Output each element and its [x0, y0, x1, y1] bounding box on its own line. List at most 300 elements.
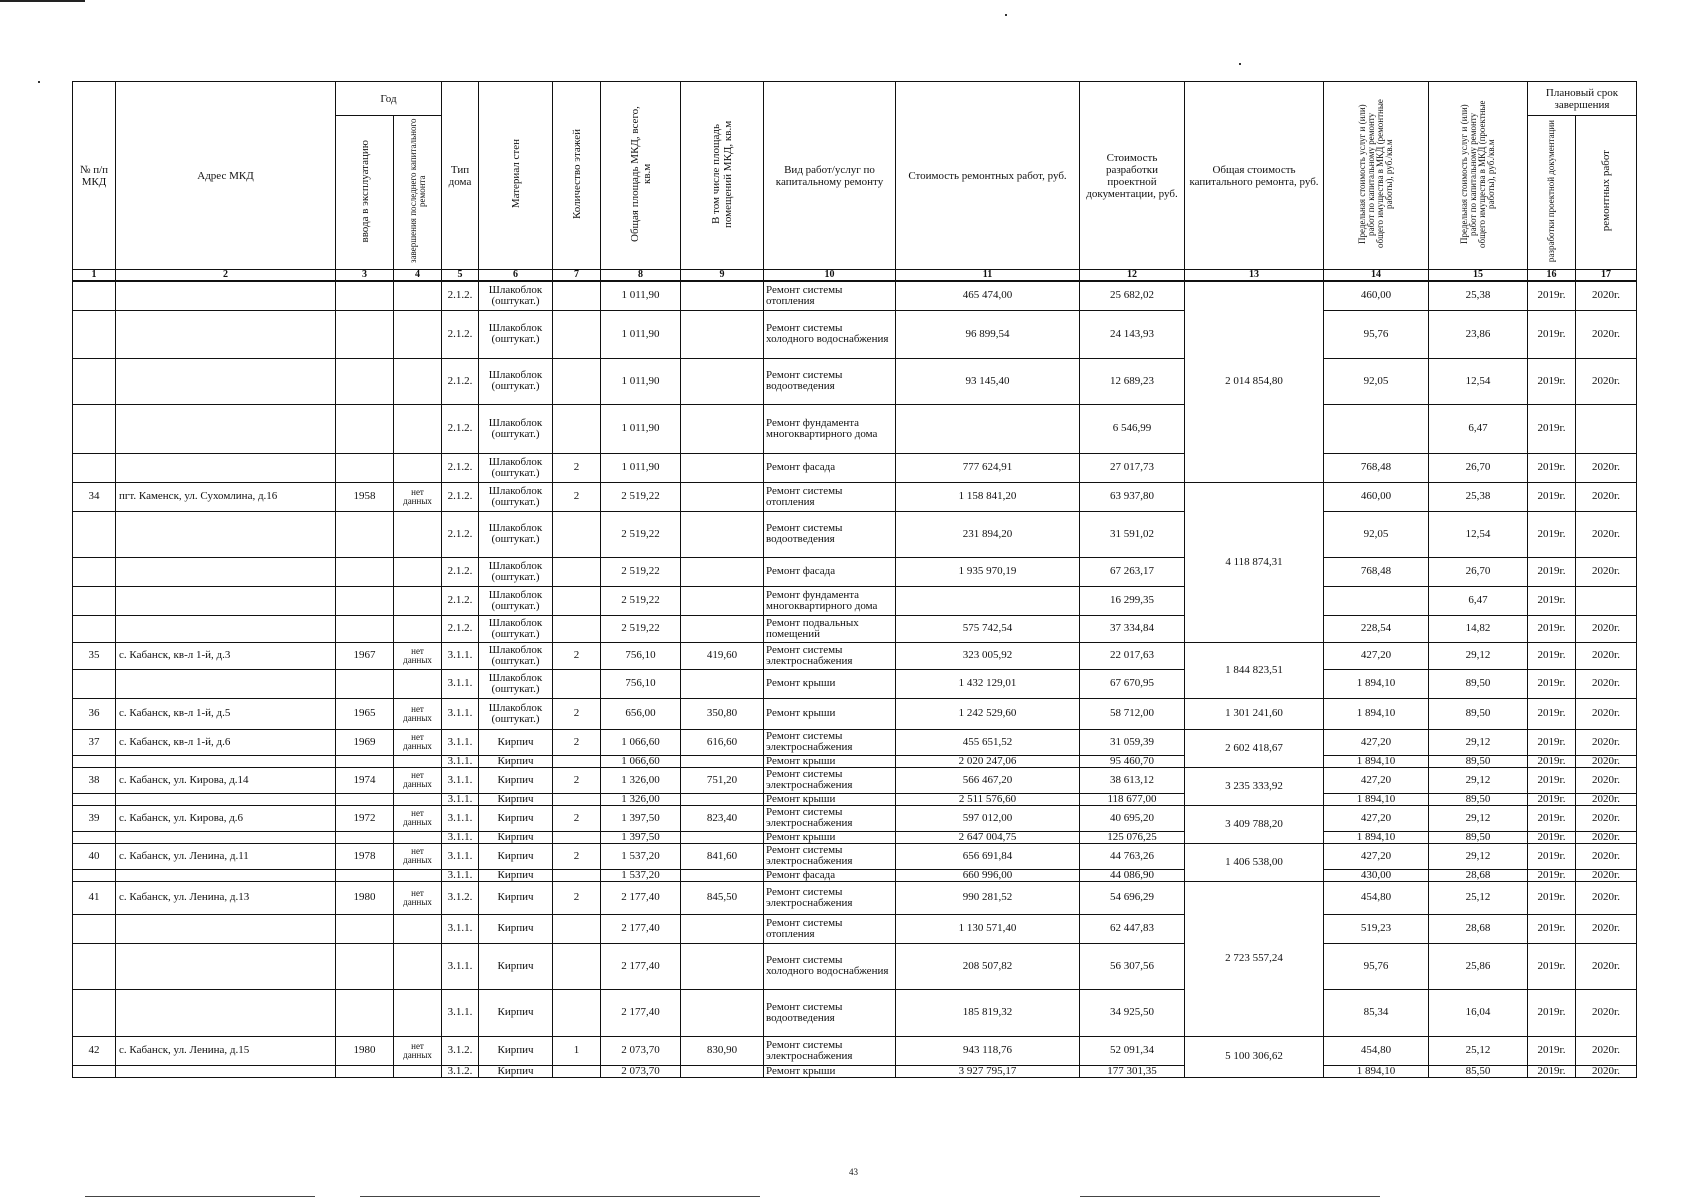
year-last-repair-cell — [394, 943, 442, 989]
deadline-repair-cell: 2020г. — [1576, 989, 1637, 1036]
deadline-design-cell: 2019г. — [1528, 615, 1576, 642]
repair-cost-cell — [896, 404, 1080, 453]
year-commission-cell — [336, 755, 394, 767]
floors-cell: 2 — [553, 843, 601, 869]
table-row — [73, 586, 1637, 615]
deadline-design-cell: 2019г. — [1528, 404, 1576, 453]
deadline-repair-cell: 2020г. — [1576, 729, 1637, 755]
year-last-repair-cell: нет данных — [394, 1036, 442, 1065]
total-area-cell: 1 326,00 — [601, 793, 681, 805]
house-type-cell: 3.1.1. — [442, 755, 479, 767]
address-cell: с. Кабанск, кв-л 1-й, д.5 — [116, 698, 336, 729]
premises-area-cell — [681, 557, 764, 586]
year-commission-cell — [336, 989, 394, 1036]
floors-cell — [553, 358, 601, 404]
row-number: 42 — [73, 1036, 116, 1065]
design-cost-cell: 24 143,93 — [1080, 310, 1185, 358]
wall-material-cell: Шлакоблок (оштукат.) — [479, 511, 553, 557]
floors-cell — [553, 914, 601, 943]
floors-cell — [553, 755, 601, 767]
limit-design-cell: 16,04 — [1429, 989, 1528, 1036]
deadline-design-cell: 2019г. — [1528, 1065, 1576, 1077]
work-type-cell: Ремонт крыши — [764, 831, 896, 843]
limit-repair-cell: 454,80 — [1324, 881, 1429, 914]
repair-cost-cell: 465 474,00 — [896, 281, 1080, 310]
floors-cell: 2 — [553, 482, 601, 511]
repair-cost-cell: 597 012,00 — [896, 805, 1080, 831]
table-row — [73, 453, 1637, 482]
design-cost-cell: 125 076,25 — [1080, 831, 1185, 843]
row-number — [73, 453, 116, 482]
table-row — [73, 404, 1637, 453]
address-cell — [116, 914, 336, 943]
scan-speck — [1239, 63, 1241, 65]
design-cost-cell: 34 925,50 — [1080, 989, 1185, 1036]
premises-area-cell: 830,90 — [681, 1036, 764, 1065]
column-number: 13 — [1185, 270, 1324, 282]
total-area-cell: 2 519,22 — [601, 482, 681, 511]
limit-repair-cell: 95,76 — [1324, 310, 1429, 358]
premises-area-cell: 350,80 — [681, 698, 764, 729]
header-total-area: Общая площадь МКД, всего, кв.м — [601, 82, 681, 270]
address-cell — [116, 669, 336, 698]
design-cost-cell: 16 299,35 — [1080, 586, 1185, 615]
year-commission-cell — [336, 586, 394, 615]
column-number: 7 — [553, 270, 601, 282]
year-last-repair-cell — [394, 358, 442, 404]
total-area-cell: 1 537,20 — [601, 843, 681, 869]
floors-cell: 2 — [553, 698, 601, 729]
limit-design-cell: 89,50 — [1429, 755, 1528, 767]
year-last-repair-cell: нет данных — [394, 843, 442, 869]
year-commission-cell — [336, 511, 394, 557]
work-type-cell: Ремонт системы отопления — [764, 482, 896, 511]
header-num: № п/п МКД — [73, 82, 116, 270]
limit-repair-cell: 427,20 — [1324, 843, 1429, 869]
table-row — [73, 793, 1637, 805]
work-type-cell: Ремонт системы отопления — [764, 914, 896, 943]
row-number — [73, 793, 116, 805]
limit-design-cell: 29,12 — [1429, 767, 1528, 793]
deadline-design-cell: 2019г. — [1528, 557, 1576, 586]
deadline-repair-cell: 2020г. — [1576, 642, 1637, 669]
deadline-design-cell: 2019г. — [1528, 881, 1576, 914]
repair-cost-cell: 2 647 004,75 — [896, 831, 1080, 843]
design-cost-cell: 44 086,90 — [1080, 869, 1185, 881]
house-type-cell: 3.1.1. — [442, 843, 479, 869]
limit-design-cell: 12,54 — [1429, 358, 1528, 404]
floors-cell — [553, 511, 601, 557]
design-cost-cell: 40 695,20 — [1080, 805, 1185, 831]
premises-area-cell: 616,60 — [681, 729, 764, 755]
limit-repair-cell: 228,54 — [1324, 615, 1429, 642]
deadline-repair-cell: 2020г. — [1576, 698, 1637, 729]
repair-cost-cell — [896, 586, 1080, 615]
row-number — [73, 557, 116, 586]
deadline-design-cell: 2019г. — [1528, 642, 1576, 669]
year-commission-cell: 1978 — [336, 843, 394, 869]
row-number: 35 — [73, 642, 116, 669]
deadline-design-cell: 2019г. — [1528, 310, 1576, 358]
total-area-cell: 756,10 — [601, 642, 681, 669]
wall-material-cell: Шлакоблок (оштукат.) — [479, 642, 553, 669]
house-type-cell: 3.1.1. — [442, 698, 479, 729]
year-last-repair-cell: нет данных — [394, 729, 442, 755]
house-type-cell: 2.1.2. — [442, 482, 479, 511]
column-number: 14 — [1324, 270, 1429, 282]
column-number: 1 — [73, 270, 116, 282]
deadline-repair-cell: 2020г. — [1576, 669, 1637, 698]
design-cost-cell: 27 017,73 — [1080, 453, 1185, 482]
limit-repair-cell: 768,48 — [1324, 557, 1429, 586]
house-type-cell: 2.1.2. — [442, 453, 479, 482]
design-cost-cell: 52 091,34 — [1080, 1036, 1185, 1065]
year-commission-cell — [336, 615, 394, 642]
total-cost-cell: 5 100 306,62 — [1185, 1036, 1324, 1077]
year-last-repair-cell — [394, 793, 442, 805]
repair-cost-cell: 208 507,82 — [896, 943, 1080, 989]
row-number: 39 — [73, 805, 116, 831]
deadline-repair-cell: 2020г. — [1576, 310, 1637, 358]
year-last-repair-cell — [394, 831, 442, 843]
design-cost-cell: 67 670,95 — [1080, 669, 1185, 698]
deadline-repair-cell: 2020г. — [1576, 755, 1637, 767]
repair-cost-cell: 1 935 970,19 — [896, 557, 1080, 586]
premises-area-cell — [681, 482, 764, 511]
repair-cost-cell: 2 511 576,60 — [896, 793, 1080, 805]
scan-edge-line — [1080, 1196, 1380, 1197]
floors-cell — [553, 404, 601, 453]
row-number — [73, 943, 116, 989]
repair-cost-cell: 231 894,20 — [896, 511, 1080, 557]
year-last-repair-cell: нет данных — [394, 642, 442, 669]
table-row — [73, 767, 1637, 793]
year-commission-cell — [336, 281, 394, 310]
year-last-repair-cell: нет данных — [394, 482, 442, 511]
year-commission-cell — [336, 943, 394, 989]
floors-cell — [553, 281, 601, 310]
limit-design-cell: 89,50 — [1429, 793, 1528, 805]
total-cost-cell: 3 409 788,20 — [1185, 805, 1324, 843]
repair-cost-cell: 96 899,54 — [896, 310, 1080, 358]
floors-cell — [553, 310, 601, 358]
total-area-cell: 2 177,40 — [601, 943, 681, 989]
work-type-cell: Ремонт системы водоотведения — [764, 358, 896, 404]
premises-area-cell: 751,20 — [681, 767, 764, 793]
table-row — [73, 1036, 1637, 1065]
design-cost-cell: 37 334,84 — [1080, 615, 1185, 642]
total-cost-cell: 2 723 557,24 — [1185, 881, 1324, 1036]
design-cost-cell: 58 712,00 — [1080, 698, 1185, 729]
house-type-cell: 2.1.2. — [442, 511, 479, 557]
year-commission-cell: 1969 — [336, 729, 394, 755]
limit-design-cell: 29,12 — [1429, 843, 1528, 869]
address-cell — [116, 1065, 336, 1077]
deadline-design-cell: 2019г. — [1528, 831, 1576, 843]
deadline-repair-cell: 2020г. — [1576, 881, 1637, 914]
total-area-cell: 1 397,50 — [601, 805, 681, 831]
limit-design-cell: 26,70 — [1429, 453, 1528, 482]
repair-cost-cell: 1 158 841,20 — [896, 482, 1080, 511]
year-commission-cell: 1980 — [336, 1036, 394, 1065]
design-cost-cell: 38 613,12 — [1080, 767, 1185, 793]
header-house-type: Тип дома — [442, 82, 479, 270]
repair-cost-cell: 455 651,52 — [896, 729, 1080, 755]
year-commission-cell — [336, 557, 394, 586]
table-row — [73, 831, 1637, 843]
premises-area-cell: 419,60 — [681, 642, 764, 669]
row-number: 34 — [73, 482, 116, 511]
year-commission-cell: 1965 — [336, 698, 394, 729]
limit-repair-cell: 1 894,10 — [1324, 831, 1429, 843]
table-row — [73, 755, 1637, 767]
work-type-cell: Ремонт системы водоотведения — [764, 989, 896, 1036]
row-number: 38 — [73, 767, 116, 793]
column-number: 15 — [1429, 270, 1528, 282]
repair-cost-cell: 575 742,54 — [896, 615, 1080, 642]
year-commission-cell — [336, 310, 394, 358]
wall-material-cell: Кирпич — [479, 729, 553, 755]
deadline-repair-cell: 2020г. — [1576, 943, 1637, 989]
deadline-repair-cell: 2020г. — [1576, 869, 1637, 881]
floors-cell — [553, 943, 601, 989]
premises-area-cell — [681, 755, 764, 767]
year-last-repair-cell — [394, 310, 442, 358]
year-commission-cell: 1967 — [336, 642, 394, 669]
total-area-cell: 1 537,20 — [601, 869, 681, 881]
column-number: 9 — [681, 270, 764, 282]
year-last-repair-cell — [394, 404, 442, 453]
total-area-cell: 2 177,40 — [601, 881, 681, 914]
wall-material-cell: Кирпич — [479, 793, 553, 805]
limit-repair-cell: 454,80 — [1324, 1036, 1429, 1065]
header-deadline-group: Плановый срок завершения — [1528, 82, 1637, 116]
year-commission-cell — [336, 453, 394, 482]
work-type-cell: Ремонт фасада — [764, 869, 896, 881]
design-cost-cell: 12 689,23 — [1080, 358, 1185, 404]
column-number: 3 — [336, 270, 394, 282]
repair-cost-cell: 943 118,76 — [896, 1036, 1080, 1065]
year-last-repair-cell: нет данных — [394, 698, 442, 729]
year-commission-cell — [336, 404, 394, 453]
header-limit-repair: Предельная стоимость услуг и (или) работ по капитальному ремонту общего имущества в МКД (ремонтные работы), руб./кв.м — [1324, 82, 1429, 270]
row-number — [73, 755, 116, 767]
row-number — [73, 358, 116, 404]
repair-cost-cell: 1 130 571,40 — [896, 914, 1080, 943]
limit-design-cell: 25,86 — [1429, 943, 1528, 989]
total-area-cell: 1 066,60 — [601, 755, 681, 767]
work-type-cell: Ремонт системы отопления — [764, 281, 896, 310]
house-type-cell: 2.1.2. — [442, 310, 479, 358]
premises-area-cell — [681, 869, 764, 881]
total-area-cell: 2 519,22 — [601, 615, 681, 642]
premises-area-cell — [681, 669, 764, 698]
year-last-repair-cell — [394, 557, 442, 586]
repair-cost-cell: 660 996,00 — [896, 869, 1080, 881]
scan-speck — [38, 81, 40, 83]
work-type-cell: Ремонт фасада — [764, 557, 896, 586]
work-type-cell: Ремонт системы холодного водоснабжения — [764, 943, 896, 989]
premises-area-cell — [681, 989, 764, 1036]
total-cost-cell: 2 602 418,67 — [1185, 729, 1324, 767]
repair-cost-cell: 1 432 129,01 — [896, 669, 1080, 698]
floors-cell: 2 — [553, 642, 601, 669]
total-cost-cell: 2 014 854,80 — [1185, 281, 1324, 482]
house-type-cell: 3.1.1. — [442, 914, 479, 943]
design-cost-cell: 25 682,02 — [1080, 281, 1185, 310]
house-type-cell: 2.1.2. — [442, 615, 479, 642]
repair-cost-cell: 93 145,40 — [896, 358, 1080, 404]
column-number: 6 — [479, 270, 553, 282]
floors-cell — [553, 869, 601, 881]
row-number — [73, 914, 116, 943]
house-type-cell: 3.1.1. — [442, 831, 479, 843]
table-row — [73, 943, 1637, 989]
floors-cell: 2 — [553, 805, 601, 831]
house-type-cell: 3.1.1. — [442, 805, 479, 831]
address-cell — [116, 793, 336, 805]
premises-area-cell — [681, 310, 764, 358]
limit-repair-cell: 1 894,10 — [1324, 698, 1429, 729]
limit-repair-cell: 427,20 — [1324, 805, 1429, 831]
deadline-repair-cell: 2020г. — [1576, 615, 1637, 642]
year-last-repair-cell: нет данных — [394, 767, 442, 793]
wall-material-cell: Кирпич — [479, 989, 553, 1036]
column-number: 11 — [896, 270, 1080, 282]
design-cost-cell: 118 677,00 — [1080, 793, 1185, 805]
house-type-cell: 2.1.2. — [442, 358, 479, 404]
row-number — [73, 831, 116, 843]
work-type-cell: Ремонт крыши — [764, 755, 896, 767]
premises-area-cell: 841,60 — [681, 843, 764, 869]
premises-area-cell — [681, 281, 764, 310]
work-type-cell: Ремонт крыши — [764, 793, 896, 805]
deadline-design-cell: 2019г. — [1528, 755, 1576, 767]
total-cost-cell: 1 301 241,60 — [1185, 698, 1324, 729]
limit-design-cell: 12,54 — [1429, 511, 1528, 557]
work-type-cell: Ремонт системы холодного водоснабжения — [764, 310, 896, 358]
header-address: Адрес МКД — [116, 82, 336, 270]
year-last-repair-cell — [394, 453, 442, 482]
year-commission-cell — [336, 831, 394, 843]
work-type-cell: Ремонт системы электроснабжения — [764, 805, 896, 831]
work-type-cell: Ремонт системы водоотведения — [764, 511, 896, 557]
header-year-commission: ввода в эксплуатацию — [336, 116, 394, 270]
wall-material-cell: Кирпич — [479, 843, 553, 869]
deadline-design-cell: 2019г. — [1528, 869, 1576, 881]
table-row — [73, 310, 1637, 358]
design-cost-cell: 67 263,17 — [1080, 557, 1185, 586]
row-number — [73, 669, 116, 698]
address-cell — [116, 358, 336, 404]
deadline-design-cell: 2019г. — [1528, 843, 1576, 869]
scan-edge-line — [360, 1196, 760, 1197]
total-area-cell: 1 397,50 — [601, 831, 681, 843]
repair-cost-cell: 1 242 529,60 — [896, 698, 1080, 729]
address-cell — [116, 989, 336, 1036]
year-last-repair-cell — [394, 1065, 442, 1077]
deadline-repair-cell: 2020г. — [1576, 557, 1637, 586]
wall-material-cell: Шлакоблок (оштукат.) — [479, 453, 553, 482]
table-row — [73, 358, 1637, 404]
year-commission-cell: 1972 — [336, 805, 394, 831]
wall-material-cell: Шлакоблок (оштукат.) — [479, 698, 553, 729]
address-cell — [116, 755, 336, 767]
house-type-cell: 3.1.1. — [442, 729, 479, 755]
limit-design-cell: 28,68 — [1429, 914, 1528, 943]
year-last-repair-cell — [394, 914, 442, 943]
limit-repair-cell: 519,23 — [1324, 914, 1429, 943]
row-number — [73, 615, 116, 642]
limit-design-cell: 29,12 — [1429, 642, 1528, 669]
wall-material-cell: Кирпич — [479, 943, 553, 989]
address-cell: с. Кабанск, ул. Ленина, д.15 — [116, 1036, 336, 1065]
wall-material-cell: Шлакоблок (оштукат.) — [479, 615, 553, 642]
limit-design-cell: 23,86 — [1429, 310, 1528, 358]
table-row — [73, 729, 1637, 755]
year-last-repair-cell — [394, 755, 442, 767]
year-commission-cell: 1958 — [336, 482, 394, 511]
column-number: 4 — [394, 270, 442, 282]
deadline-repair-cell: 2020г. — [1576, 358, 1637, 404]
premises-area-cell — [681, 453, 764, 482]
year-commission-cell — [336, 914, 394, 943]
year-commission-cell — [336, 669, 394, 698]
wall-material-cell: Кирпич — [479, 881, 553, 914]
address-cell — [116, 511, 336, 557]
design-cost-cell: 56 307,56 — [1080, 943, 1185, 989]
wall-material-cell: Шлакоблок (оштукат.) — [479, 358, 553, 404]
year-commission-cell — [336, 358, 394, 404]
limit-design-cell: 89,50 — [1429, 831, 1528, 843]
total-area-cell: 1 011,90 — [601, 310, 681, 358]
deadline-design-cell: 2019г. — [1528, 943, 1576, 989]
floors-cell — [553, 1065, 601, 1077]
year-last-repair-cell — [394, 281, 442, 310]
house-type-cell: 3.1.1. — [442, 869, 479, 881]
header-deadline-design: разработки проектной документации — [1528, 116, 1576, 270]
column-number: 16 — [1528, 270, 1576, 282]
wall-material-cell: Кирпич — [479, 914, 553, 943]
floors-cell: 2 — [553, 729, 601, 755]
year-commission-cell: 1974 — [336, 767, 394, 793]
design-cost-cell: 177 301,35 — [1080, 1065, 1185, 1077]
deadline-repair-cell: 2020г. — [1576, 805, 1637, 831]
total-area-cell: 656,00 — [601, 698, 681, 729]
column-number: 5 — [442, 270, 479, 282]
year-last-repair-cell — [394, 669, 442, 698]
table-body — [73, 281, 1637, 1077]
work-type-cell: Ремонт фасада — [764, 453, 896, 482]
address-cell — [116, 831, 336, 843]
work-type-cell: Ремонт системы электроснабжения — [764, 881, 896, 914]
column-number: 12 — [1080, 270, 1185, 282]
repair-cost-cell: 566 467,20 — [896, 767, 1080, 793]
table-row — [73, 281, 1637, 310]
total-area-cell: 2 519,22 — [601, 511, 681, 557]
premises-area-cell — [681, 1065, 764, 1077]
premises-area-cell — [681, 943, 764, 989]
year-commission-cell — [336, 869, 394, 881]
year-last-repair-cell — [394, 989, 442, 1036]
table-row — [73, 914, 1637, 943]
address-cell: с. Кабанск, кв-л 1-й, д.6 — [116, 729, 336, 755]
deadline-design-cell: 2019г. — [1528, 805, 1576, 831]
limit-repair-cell: 1 894,10 — [1324, 755, 1429, 767]
wall-material-cell: Шлакоблок (оштукат.) — [479, 557, 553, 586]
row-number — [73, 869, 116, 881]
address-cell: с. Кабанск, ул. Ленина, д.13 — [116, 881, 336, 914]
